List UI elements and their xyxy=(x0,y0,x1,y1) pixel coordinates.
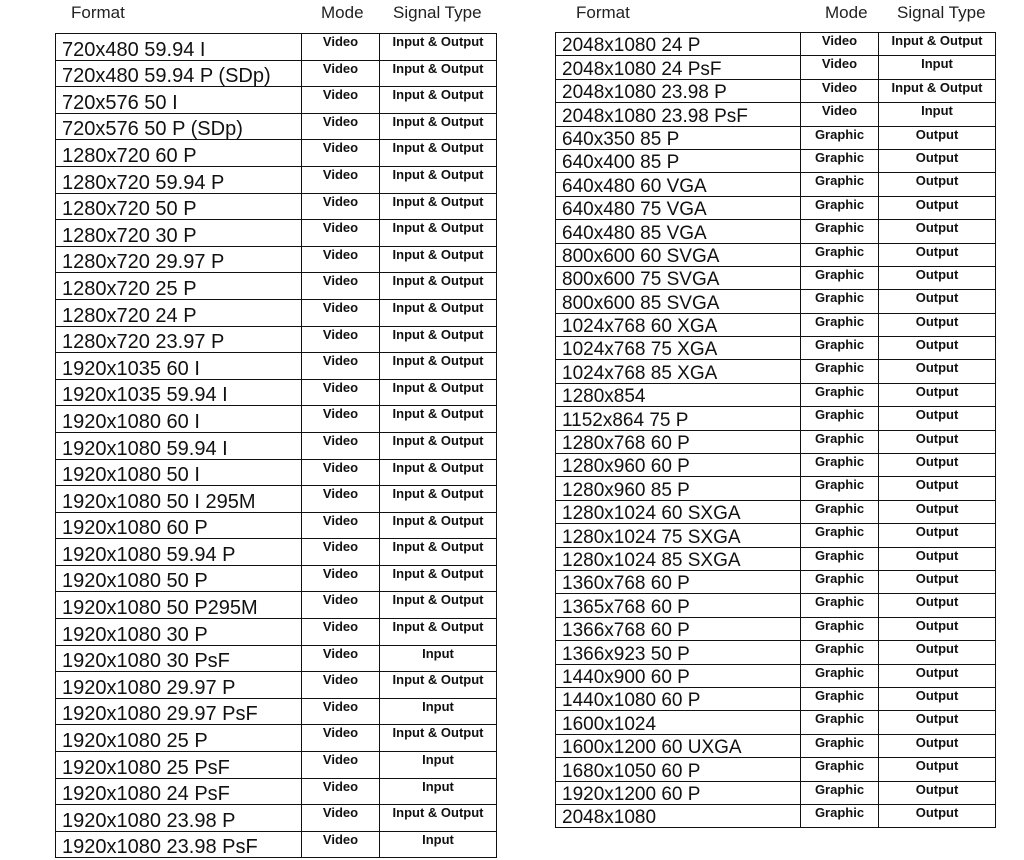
format-cell: 1920x1080 23.98 P xyxy=(56,805,302,832)
table-row xyxy=(56,805,497,832)
table-row xyxy=(56,539,497,566)
table-row xyxy=(556,196,996,219)
signal-type-cell: Output xyxy=(879,617,996,640)
format-cell: 1920x1080 29.97 P xyxy=(56,672,302,699)
mode-cell: Video xyxy=(302,805,380,832)
mode-cell: Video xyxy=(302,725,380,752)
format-cell: 1920x1080 59.94 I xyxy=(56,432,302,459)
table-row xyxy=(556,454,996,477)
signal-type-cell: Input xyxy=(380,698,497,725)
mode-cell: Video xyxy=(302,752,380,779)
mode-cell: Graphic xyxy=(801,430,879,453)
format-cell: 1280x720 24 P xyxy=(56,299,302,326)
table-row xyxy=(556,547,996,570)
mode-cell: Graphic xyxy=(801,360,879,383)
signal-type-cell: Input & Output xyxy=(380,273,497,300)
mode-cell: Video xyxy=(302,113,380,140)
table-row xyxy=(56,778,497,805)
mode-cell: Graphic xyxy=(801,524,879,547)
mode-cell: Graphic xyxy=(801,804,879,827)
table-row xyxy=(556,337,996,360)
mode-cell: Video xyxy=(302,326,380,353)
mode-cell: Graphic xyxy=(801,641,879,664)
mode-cell: Video xyxy=(302,379,380,406)
signal-type-cell: Input & Output xyxy=(879,33,996,56)
signal-type-cell: Input & Output xyxy=(380,140,497,167)
signal-type-cell: Input & Output xyxy=(380,246,497,273)
table-row xyxy=(56,831,497,858)
signal-type-header: Signal Type xyxy=(897,3,986,22)
signal-type-cell: Input & Output xyxy=(380,619,497,646)
table-row xyxy=(556,524,996,547)
mode-cell: Video xyxy=(302,512,380,539)
table-row xyxy=(56,166,497,193)
table-row xyxy=(56,486,497,513)
mode-cell: Video xyxy=(302,60,380,87)
table-row xyxy=(56,592,497,619)
mode-cell: Graphic xyxy=(801,196,879,219)
format-cell: 1600x1024 xyxy=(556,711,801,734)
mode-header: Mode xyxy=(825,3,868,22)
table-row xyxy=(56,113,497,140)
signal-type-cell: Output xyxy=(879,360,996,383)
format-cell: 1280x720 59.94 P xyxy=(56,166,302,193)
signal-type-cell: Output xyxy=(879,594,996,617)
table-row xyxy=(556,149,996,172)
table-row xyxy=(556,220,996,243)
mode-cell: Video xyxy=(302,406,380,433)
signal-type-cell: Input & Output xyxy=(380,725,497,752)
signal-type-cell: Output xyxy=(879,430,996,453)
format-cell: 720x480 59.94 P (SDp) xyxy=(56,60,302,87)
format-cell: 1920x1080 60 I xyxy=(56,406,302,433)
format-cell: 1680x1050 60 P xyxy=(556,758,801,781)
table-row xyxy=(56,220,497,247)
table-row xyxy=(56,326,497,353)
format-cell: 1024x768 75 XGA xyxy=(556,337,801,360)
signal-type-cell: Input & Output xyxy=(380,486,497,513)
signal-type-cell: Input & Output xyxy=(380,220,497,247)
mode-cell: Graphic xyxy=(801,243,879,266)
table-row xyxy=(556,360,996,383)
format-cell: 1280x720 25 P xyxy=(56,273,302,300)
format-cell: 1440x1080 60 P xyxy=(556,687,801,710)
signal-type-cell: Output xyxy=(879,758,996,781)
format-cell: 1920x1080 24 PsF xyxy=(56,778,302,805)
table-row xyxy=(56,459,497,486)
format-cell: 640x480 85 VGA xyxy=(556,220,801,243)
table-row xyxy=(56,432,497,459)
mode-cell: Graphic xyxy=(801,126,879,149)
table-row xyxy=(556,243,996,266)
signal-type-cell: Input & Output xyxy=(380,34,497,61)
format-cell: 1920x1080 50 P295M xyxy=(56,592,302,619)
signal-type-cell: Input & Output xyxy=(380,565,497,592)
signal-type-cell: Input & Output xyxy=(380,432,497,459)
format-cell: 2048x1080 23.98 P xyxy=(556,79,801,102)
mode-cell: Graphic xyxy=(801,758,879,781)
mode-cell: Video xyxy=(302,220,380,247)
signal-type-cell: Output xyxy=(879,454,996,477)
mode-cell: Graphic xyxy=(801,477,879,500)
format-cell: 1360x768 60 P xyxy=(556,570,801,593)
format-cell: 2048x1080 xyxy=(556,804,801,827)
mode-cell: Video xyxy=(302,645,380,672)
mode-cell: Video xyxy=(302,565,380,592)
mode-cell: Graphic xyxy=(801,594,879,617)
format-cell: 1920x1080 30 PsF xyxy=(56,645,302,672)
table-row xyxy=(56,752,497,779)
mode-cell: Video xyxy=(302,166,380,193)
signal-type-cell: Input xyxy=(380,831,497,858)
format-cell: 800x600 75 SVGA xyxy=(556,266,801,289)
table-row xyxy=(556,594,996,617)
format-cell: 800x600 85 SVGA xyxy=(556,290,801,313)
table-row xyxy=(556,500,996,523)
mode-cell: Graphic xyxy=(801,290,879,313)
mode-cell: Video xyxy=(302,592,380,619)
mode-cell: Graphic xyxy=(801,570,879,593)
signal-type-header: Signal Type xyxy=(393,3,482,22)
format-cell: 1920x1080 29.97 PsF xyxy=(56,698,302,725)
left-table-body xyxy=(56,34,497,858)
mode-cell: Video xyxy=(302,273,380,300)
format-cell: 1024x768 85 XGA xyxy=(556,360,801,383)
format-cell: 1440x900 60 P xyxy=(556,664,801,687)
signal-type-cell: Output xyxy=(879,547,996,570)
signal-type-cell: Input & Output xyxy=(380,299,497,326)
signal-type-cell: Output xyxy=(879,196,996,219)
format-cell: 1152x864 75 P xyxy=(556,407,801,430)
signal-type-cell: Output xyxy=(879,149,996,172)
signal-type-cell: Output xyxy=(879,337,996,360)
mode-cell: Video xyxy=(302,459,380,486)
format-cell: 1920x1080 23.98 PsF xyxy=(56,831,302,858)
table-row xyxy=(56,353,497,380)
mode-cell: Video xyxy=(302,486,380,513)
table-row xyxy=(556,617,996,640)
signal-type-cell: Input xyxy=(380,752,497,779)
signal-type-cell: Input & Output xyxy=(380,592,497,619)
format-cell: 1280x720 60 P xyxy=(56,140,302,167)
format-cell: 720x576 50 P (SDp) xyxy=(56,113,302,140)
mode-cell: Graphic xyxy=(801,337,879,360)
mode-cell: Video xyxy=(801,79,879,102)
format-cell: 720x480 59.94 I xyxy=(56,34,302,61)
format-header: Format xyxy=(71,3,125,22)
format-cell: 1280x1024 85 SXGA xyxy=(556,547,801,570)
mode-cell: Video xyxy=(302,353,380,380)
mode-cell: Video xyxy=(302,831,380,858)
table-row xyxy=(556,734,996,757)
right-table-body xyxy=(556,33,996,828)
format-cell: 640x350 85 P xyxy=(556,126,801,149)
table-row xyxy=(56,512,497,539)
signal-type-cell: Output xyxy=(879,570,996,593)
format-cell: 1280x1024 75 SXGA xyxy=(556,524,801,547)
table-row xyxy=(556,126,996,149)
table-row xyxy=(556,313,996,336)
signal-type-cell: Input & Output xyxy=(380,166,497,193)
table-row xyxy=(556,383,996,406)
table-row xyxy=(556,290,996,313)
mode-cell: Graphic xyxy=(801,313,879,336)
signal-type-cell: Input & Output xyxy=(380,353,497,380)
table-row xyxy=(56,698,497,725)
format-cell: 1920x1035 59.94 I xyxy=(56,379,302,406)
signal-type-cell: Input & Output xyxy=(879,79,996,102)
signal-type-cell: Input & Output xyxy=(380,87,497,114)
format-cell: 1280x960 85 P xyxy=(556,477,801,500)
mode-cell: Graphic xyxy=(801,781,879,804)
format-cell: 1600x1200 60 UXGA xyxy=(556,734,801,757)
mode-cell: Video xyxy=(801,56,879,79)
signal-type-cell: Output xyxy=(879,173,996,196)
signal-type-cell: Input xyxy=(879,56,996,79)
format-cell: 1920x1080 59.94 P xyxy=(56,539,302,566)
mode-cell: Graphic xyxy=(801,734,879,757)
signal-type-cell: Input & Output xyxy=(380,193,497,220)
table-row xyxy=(556,266,996,289)
mode-cell: Graphic xyxy=(801,617,879,640)
format-header: Format xyxy=(576,3,630,22)
table-row xyxy=(556,103,996,126)
table-row xyxy=(56,60,497,87)
table-row xyxy=(56,34,497,61)
table-row xyxy=(556,79,996,102)
mode-cell: Graphic xyxy=(801,149,879,172)
mode-cell: Video xyxy=(302,778,380,805)
format-cell: 1024x768 60 XGA xyxy=(556,313,801,336)
signal-type-cell: Output xyxy=(879,290,996,313)
format-cell: 1920x1080 50 I xyxy=(56,459,302,486)
table-row xyxy=(556,56,996,79)
format-cell: 720x576 50 I xyxy=(56,87,302,114)
mode-cell: Video xyxy=(302,619,380,646)
format-cell: 640x480 75 VGA xyxy=(556,196,801,219)
mode-cell: Video xyxy=(302,193,380,220)
mode-cell: Graphic xyxy=(801,454,879,477)
table-row xyxy=(56,87,497,114)
table-row xyxy=(556,758,996,781)
mode-cell: Graphic xyxy=(801,266,879,289)
signal-type-cell: Input & Output xyxy=(380,379,497,406)
table-row xyxy=(556,570,996,593)
mode-cell: Graphic xyxy=(801,664,879,687)
format-cell: 1920x1080 50 I 295M xyxy=(56,486,302,513)
mode-header: Mode xyxy=(321,3,364,22)
signal-type-cell: Output xyxy=(879,500,996,523)
table-row xyxy=(56,645,497,672)
format-cell: 1365x768 60 P xyxy=(556,594,801,617)
mode-cell: Video xyxy=(801,33,879,56)
format-cell: 1280x720 23.97 P xyxy=(56,326,302,353)
table-row xyxy=(56,725,497,752)
signal-type-cell: Input & Output xyxy=(380,60,497,87)
table-row xyxy=(56,672,497,699)
format-cell: 1920x1080 50 P xyxy=(56,565,302,592)
format-cell: 1280x720 30 P xyxy=(56,220,302,247)
signal-type-cell: Output xyxy=(879,524,996,547)
mode-cell: Video xyxy=(302,246,380,273)
signal-type-cell: Input & Output xyxy=(380,406,497,433)
signal-type-cell: Output xyxy=(879,687,996,710)
format-cell: 640x400 85 P xyxy=(556,149,801,172)
mode-cell: Graphic xyxy=(801,687,879,710)
table-row xyxy=(56,140,497,167)
format-cell: 2048x1080 24 PsF xyxy=(556,56,801,79)
signal-type-cell: Input xyxy=(380,645,497,672)
format-cell: 1280x854 xyxy=(556,383,801,406)
signal-type-cell: Output xyxy=(879,220,996,243)
format-cell: 1280x768 60 P xyxy=(556,430,801,453)
format-cell: 1280x1024 60 SXGA xyxy=(556,500,801,523)
mode-cell: Video xyxy=(302,34,380,61)
format-cell: 1920x1080 25 PsF xyxy=(56,752,302,779)
mode-cell: Graphic xyxy=(801,220,879,243)
signal-type-cell: Input & Output xyxy=(380,672,497,699)
format-cell: 1280x720 29.97 P xyxy=(56,246,302,273)
right-format-table xyxy=(555,32,996,828)
format-cell: 1366x923 50 P xyxy=(556,641,801,664)
format-cell: 1920x1200 60 P xyxy=(556,781,801,804)
table-row xyxy=(556,641,996,664)
mode-cell: Graphic xyxy=(801,547,879,570)
format-cell: 1920x1080 25 P xyxy=(56,725,302,752)
signal-type-cell: Output xyxy=(879,641,996,664)
mode-cell: Graphic xyxy=(801,383,879,406)
mode-cell: Video xyxy=(302,87,380,114)
signal-type-cell: Input & Output xyxy=(380,326,497,353)
table-row xyxy=(56,406,497,433)
format-cell: 2048x1080 24 P xyxy=(556,33,801,56)
format-cell: 1366x768 60 P xyxy=(556,617,801,640)
mode-cell: Graphic xyxy=(801,711,879,734)
format-cell: 800x600 60 SVGA xyxy=(556,243,801,266)
mode-cell: Video xyxy=(302,432,380,459)
signal-type-cell: Output xyxy=(879,313,996,336)
signal-type-cell: Input & Output xyxy=(380,539,497,566)
mode-cell: Graphic xyxy=(801,407,879,430)
format-cell: 1280x720 50 P xyxy=(56,193,302,220)
mode-cell: Video xyxy=(302,672,380,699)
signal-type-cell: Input & Output xyxy=(380,512,497,539)
table-row xyxy=(556,804,996,827)
signal-type-cell: Output xyxy=(879,383,996,406)
signal-type-cell: Input & Output xyxy=(380,113,497,140)
signal-type-cell: Input xyxy=(380,778,497,805)
table-row xyxy=(556,477,996,500)
mode-cell: Graphic xyxy=(801,173,879,196)
format-cell: 1920x1080 30 P xyxy=(56,619,302,646)
signal-type-cell: Output xyxy=(879,804,996,827)
signal-type-cell: Output xyxy=(879,664,996,687)
signal-type-cell: Output xyxy=(879,477,996,500)
mode-cell: Video xyxy=(302,140,380,167)
table-row xyxy=(56,193,497,220)
table-row xyxy=(556,711,996,734)
mode-cell: Video xyxy=(302,539,380,566)
signal-type-cell: Output xyxy=(879,711,996,734)
table-row xyxy=(556,781,996,804)
mode-cell: Graphic xyxy=(801,500,879,523)
table-row xyxy=(556,33,996,56)
signal-type-cell: Input & Output xyxy=(380,805,497,832)
table-row xyxy=(56,273,497,300)
signal-type-cell: Output xyxy=(879,266,996,289)
signal-type-cell: Input & Output xyxy=(380,459,497,486)
table-row xyxy=(56,299,497,326)
format-cell: 2048x1080 23.98 PsF xyxy=(556,103,801,126)
signal-type-cell: Output xyxy=(879,781,996,804)
table-row xyxy=(56,619,497,646)
left-format-table xyxy=(55,33,497,858)
format-cell: 1920x1080 60 P xyxy=(56,512,302,539)
mode-cell: Video xyxy=(801,103,879,126)
mode-cell: Video xyxy=(302,299,380,326)
table-row xyxy=(556,173,996,196)
signal-type-cell: Output xyxy=(879,126,996,149)
table-row xyxy=(556,430,996,453)
format-cell: 1280x960 60 P xyxy=(556,454,801,477)
table-row xyxy=(56,246,497,273)
signal-type-cell: Input xyxy=(879,103,996,126)
table-row xyxy=(556,687,996,710)
signal-type-cell: Output xyxy=(879,734,996,757)
table-row xyxy=(56,379,497,406)
mode-cell: Video xyxy=(302,698,380,725)
table-row xyxy=(56,565,497,592)
table-row xyxy=(556,664,996,687)
signal-type-cell: Output xyxy=(879,243,996,266)
format-cell: 640x480 60 VGA xyxy=(556,173,801,196)
signal-type-cell: Output xyxy=(879,407,996,430)
table-row xyxy=(556,407,996,430)
format-cell: 1920x1035 60 I xyxy=(56,353,302,380)
